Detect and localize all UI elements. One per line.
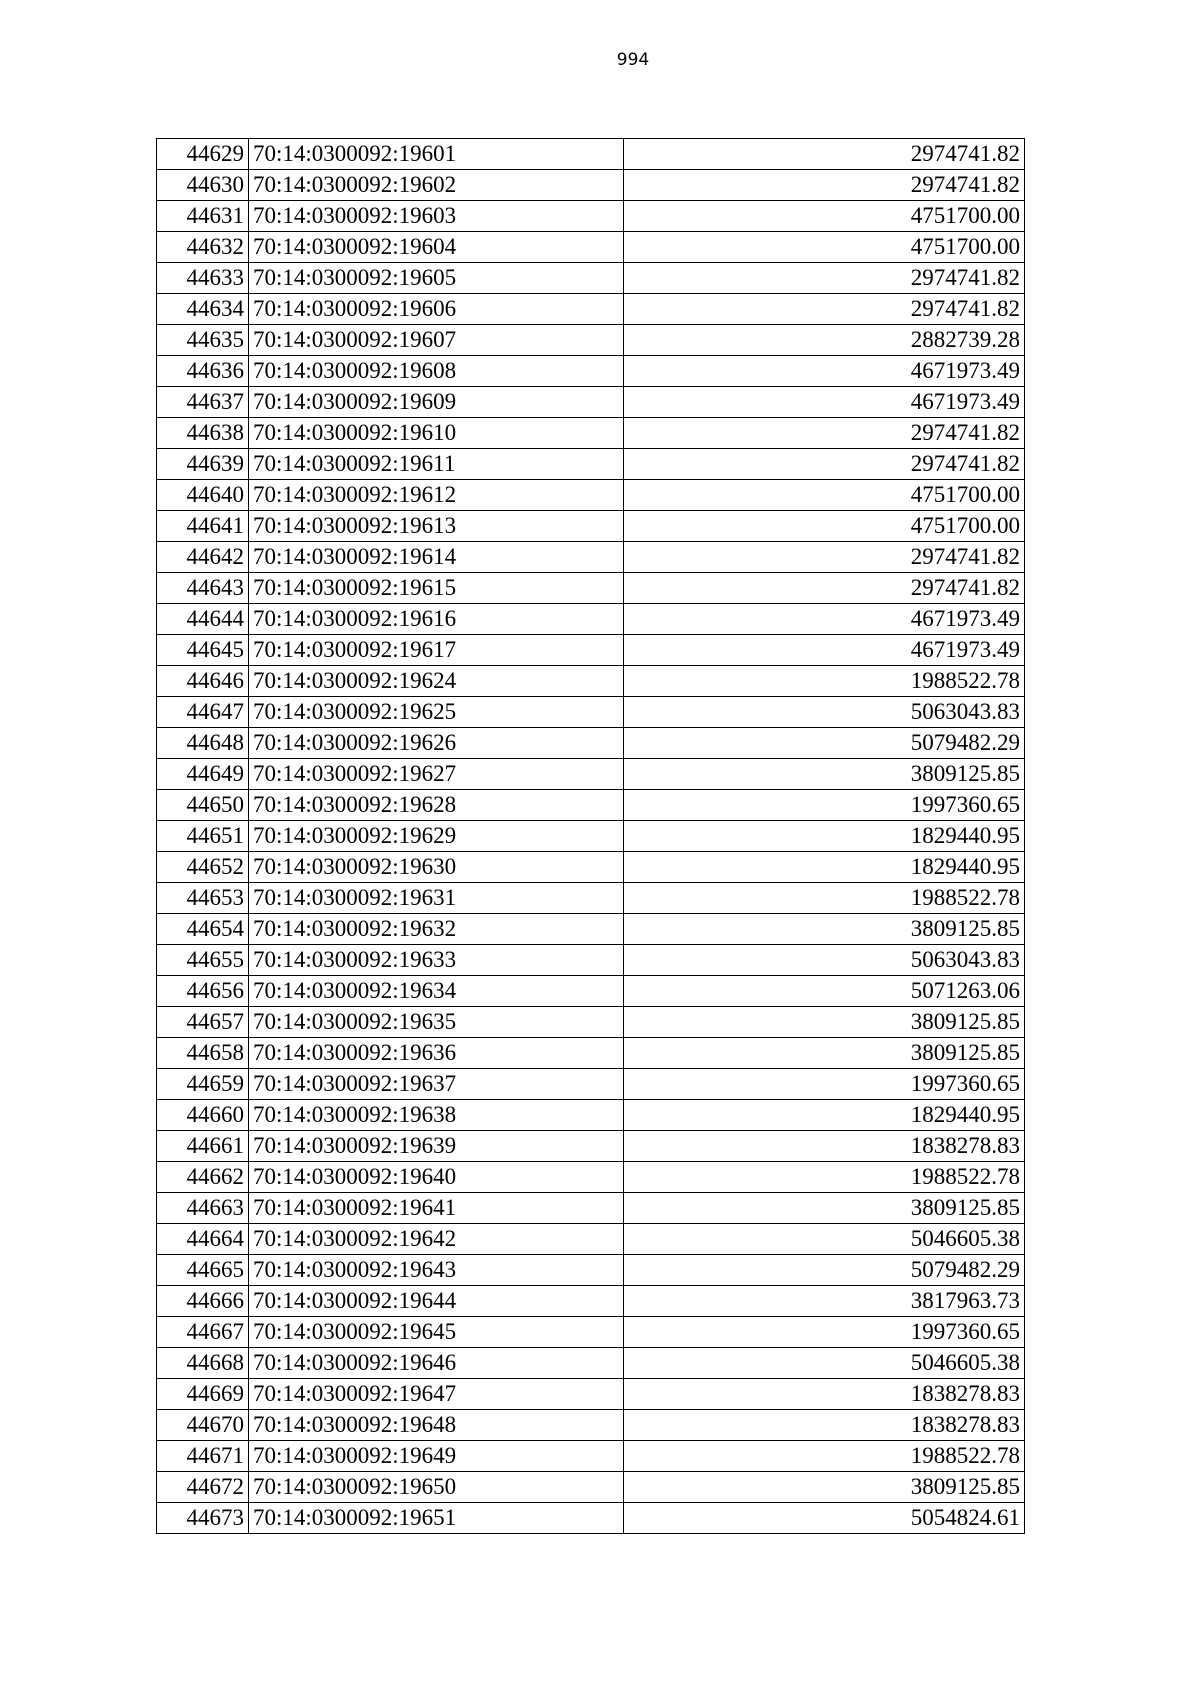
table-row: [157, 1503, 1025, 1534]
table-row: [157, 201, 1025, 232]
cadastral-number-cell: 70:14:0300092:19603: [249, 201, 624, 232]
row-number-cell: 44646: [157, 666, 249, 697]
cadastral-number-cell: 70:14:0300092:19604: [249, 232, 624, 263]
cadastral-number-cell: 70:14:0300092:19629: [249, 821, 624, 852]
table-row: [157, 1131, 1025, 1162]
table-row: [157, 511, 1025, 542]
table-row: [157, 1007, 1025, 1038]
cadastral-value-cell: 1997360.65: [624, 790, 1025, 821]
cadastral-number-cell: 70:14:0300092:19607: [249, 325, 624, 356]
cadastral-value-cell: 4671973.49: [624, 387, 1025, 418]
cadastral-value-cell: 3817963.73: [624, 1286, 1025, 1317]
row-number-cell: 44652: [157, 852, 249, 883]
row-number-cell: 44661: [157, 1131, 249, 1162]
cadastral-value-cell: 2974741.82: [624, 263, 1025, 294]
row-number-cell: 44645: [157, 635, 249, 666]
row-number-cell: 44663: [157, 1193, 249, 1224]
cadastral-number-cell: 70:14:0300092:19650: [249, 1472, 624, 1503]
row-number-cell: 44669: [157, 1379, 249, 1410]
cadastral-value-cell: 1838278.83: [624, 1379, 1025, 1410]
cadastral-number-cell: 70:14:0300092:19626: [249, 728, 624, 759]
table-row: [157, 976, 1025, 1007]
cadastral-number-cell: 70:14:0300092:19614: [249, 542, 624, 573]
row-number-cell: 44653: [157, 883, 249, 914]
cadastral-number-cell: 70:14:0300092:19624: [249, 666, 624, 697]
cadastral-number-cell: 70:14:0300092:19615: [249, 573, 624, 604]
row-number-cell: 44671: [157, 1441, 249, 1472]
table-row: [157, 1348, 1025, 1379]
table-row: [157, 418, 1025, 449]
cadastral-value-cell: 5054824.61: [624, 1503, 1025, 1534]
cadastral-number-cell: 70:14:0300092:19612: [249, 480, 624, 511]
row-number-cell: 44650: [157, 790, 249, 821]
table-row: [157, 449, 1025, 480]
cadastral-value-cell: 2882739.28: [624, 325, 1025, 356]
table-row: [157, 1162, 1025, 1193]
table-row: [157, 1100, 1025, 1131]
table-row: [157, 883, 1025, 914]
table-row: [157, 728, 1025, 759]
row-number-cell: 44651: [157, 821, 249, 852]
cadastral-value-cell: 4751700.00: [624, 511, 1025, 542]
row-number-cell: 44641: [157, 511, 249, 542]
row-number-cell: 44668: [157, 1348, 249, 1379]
cadastral-value-cell: 3809125.85: [624, 759, 1025, 790]
cadastral-value-cell: 2974741.82: [624, 170, 1025, 201]
cadastral-value-cell: 3809125.85: [624, 1038, 1025, 1069]
cadastral-number-cell: 70:14:0300092:19642: [249, 1224, 624, 1255]
cadastral-number-cell: 70:14:0300092:19638: [249, 1100, 624, 1131]
cadastral-number-cell: 70:14:0300092:19627: [249, 759, 624, 790]
table-row: [157, 1255, 1025, 1286]
cadastral-value-cell: 4751700.00: [624, 480, 1025, 511]
cadastral-number-cell: 70:14:0300092:19643: [249, 1255, 624, 1286]
table-row: [157, 1441, 1025, 1472]
cadastral-value-cell: 5079482.29: [624, 1255, 1025, 1286]
cadastral-number-cell: 70:14:0300092:19649: [249, 1441, 624, 1472]
row-number-cell: 44667: [157, 1317, 249, 1348]
cadastral-number-cell: 70:14:0300092:19601: [249, 139, 624, 170]
cadastral-number-cell: 70:14:0300092:19617: [249, 635, 624, 666]
table-row: [157, 1379, 1025, 1410]
table-row: [157, 542, 1025, 573]
row-number-cell: 44649: [157, 759, 249, 790]
cadastral-number-cell: 70:14:0300092:19602: [249, 170, 624, 201]
row-number-cell: 44631: [157, 201, 249, 232]
row-number-cell: 44672: [157, 1472, 249, 1503]
cadastral-value-cell: 4671973.49: [624, 604, 1025, 635]
cadastral-value-cell: 3809125.85: [624, 1193, 1025, 1224]
row-number-cell: 44660: [157, 1100, 249, 1131]
table-row: [157, 325, 1025, 356]
table-row: [157, 697, 1025, 728]
row-number-cell: 44637: [157, 387, 249, 418]
row-number-cell: 44629: [157, 139, 249, 170]
cadastral-number-cell: 70:14:0300092:19645: [249, 1317, 624, 1348]
row-number-cell: 44673: [157, 1503, 249, 1534]
cadastral-number-cell: 70:14:0300092:19641: [249, 1193, 624, 1224]
cadastral-value-cell: 5071263.06: [624, 976, 1025, 1007]
table-row: [157, 1410, 1025, 1441]
table-row: [157, 790, 1025, 821]
table-row: [157, 821, 1025, 852]
cadastral-number-cell: 70:14:0300092:19640: [249, 1162, 624, 1193]
cadastral-number-cell: 70:14:0300092:19610: [249, 418, 624, 449]
row-number-cell: 44659: [157, 1069, 249, 1100]
cadastral-value-table: [156, 138, 1025, 1534]
table-row: [157, 666, 1025, 697]
row-number-cell: 44630: [157, 170, 249, 201]
row-number-cell: 44658: [157, 1038, 249, 1069]
table-row: [157, 1317, 1025, 1348]
cadastral-value-cell: 3809125.85: [624, 1472, 1025, 1503]
table-row: [157, 852, 1025, 883]
cadastral-value-cell: 4671973.49: [624, 356, 1025, 387]
table-row: [157, 759, 1025, 790]
cadastral-number-cell: 70:14:0300092:19632: [249, 914, 624, 945]
cadastral-value-cell: 2974741.82: [624, 542, 1025, 573]
table-row: [157, 232, 1025, 263]
row-number-cell: 44662: [157, 1162, 249, 1193]
cadastral-value-cell: 5079482.29: [624, 728, 1025, 759]
cadastral-value-cell: 1988522.78: [624, 1441, 1025, 1472]
row-number-cell: 44635: [157, 325, 249, 356]
table-row: [157, 1069, 1025, 1100]
row-number-cell: 44647: [157, 697, 249, 728]
cadastral-number-cell: 70:14:0300092:19646: [249, 1348, 624, 1379]
table-row: [157, 1286, 1025, 1317]
row-number-cell: 44666: [157, 1286, 249, 1317]
cadastral-value-cell: 1988522.78: [624, 883, 1025, 914]
table-row: [157, 263, 1025, 294]
cadastral-value-cell: 2974741.82: [624, 418, 1025, 449]
row-number-cell: 44639: [157, 449, 249, 480]
cadastral-value-cell: 1988522.78: [624, 666, 1025, 697]
table-row: [157, 1038, 1025, 1069]
cadastral-number-cell: 70:14:0300092:19605: [249, 263, 624, 294]
cadastral-number-cell: 70:14:0300092:19616: [249, 604, 624, 635]
cadastral-value-cell: 1997360.65: [624, 1317, 1025, 1348]
cadastral-value-cell: 2974741.82: [624, 573, 1025, 604]
page-number: 994: [616, 50, 650, 70]
table-row: [157, 480, 1025, 511]
table-row: [157, 945, 1025, 976]
row-number-cell: 44656: [157, 976, 249, 1007]
cadastral-number-cell: 70:14:0300092:19635: [249, 1007, 624, 1038]
cadastral-value-cell: 2974741.82: [624, 139, 1025, 170]
row-number-cell: 44638: [157, 418, 249, 449]
cadastral-value-cell: 1829440.95: [624, 852, 1025, 883]
cadastral-number-cell: 70:14:0300092:19630: [249, 852, 624, 883]
row-number-cell: 44664: [157, 1224, 249, 1255]
table-row: [157, 635, 1025, 666]
row-number-cell: 44632: [157, 232, 249, 263]
table-row: [157, 604, 1025, 635]
row-number-cell: 44640: [157, 480, 249, 511]
cadastral-value-cell: 1988522.78: [624, 1162, 1025, 1193]
cadastral-value-cell: 5063043.83: [624, 945, 1025, 976]
cadastral-value-cell: 3809125.85: [624, 914, 1025, 945]
cadastral-number-cell: 70:14:0300092:19609: [249, 387, 624, 418]
cadastral-value-cell: 2974741.82: [624, 449, 1025, 480]
cadastral-number-cell: 70:14:0300092:19639: [249, 1131, 624, 1162]
table-row: [157, 356, 1025, 387]
table-row: [157, 170, 1025, 201]
cadastral-number-cell: 70:14:0300092:19636: [249, 1038, 624, 1069]
row-number-cell: 44634: [157, 294, 249, 325]
row-number-cell: 44643: [157, 573, 249, 604]
cadastral-number-cell: 70:14:0300092:19613: [249, 511, 624, 542]
table-row: [157, 1472, 1025, 1503]
cadastral-number-cell: 70:14:0300092:19633: [249, 945, 624, 976]
cadastral-value-cell: 1838278.83: [624, 1131, 1025, 1162]
cadastral-value-cell: 5046605.38: [624, 1224, 1025, 1255]
cadastral-value-cell: 4751700.00: [624, 232, 1025, 263]
cadastral-number-cell: 70:14:0300092:19611: [249, 449, 624, 480]
cadastral-value-cell: 5046605.38: [624, 1348, 1025, 1379]
row-number-cell: 44644: [157, 604, 249, 635]
row-number-cell: 44657: [157, 1007, 249, 1038]
row-number-cell: 44648: [157, 728, 249, 759]
row-number-cell: 44655: [157, 945, 249, 976]
cadastral-value-cell: 4671973.49: [624, 635, 1025, 666]
table-row: [157, 573, 1025, 604]
cadastral-number-cell: 70:14:0300092:19648: [249, 1410, 624, 1441]
cadastral-value-cell: 1838278.83: [624, 1410, 1025, 1441]
table-body: [157, 139, 1025, 1534]
cadastral-number-cell: 70:14:0300092:19608: [249, 356, 624, 387]
cadastral-number-cell: 70:14:0300092:19628: [249, 790, 624, 821]
table-row: [157, 914, 1025, 945]
table-row: [157, 1224, 1025, 1255]
cadastral-value-cell: 4751700.00: [624, 201, 1025, 232]
cadastral-number-cell: 70:14:0300092:19631: [249, 883, 624, 914]
row-number-cell: 44633: [157, 263, 249, 294]
cadastral-value-cell: 1829440.95: [624, 821, 1025, 852]
cadastral-value-cell: 2974741.82: [624, 294, 1025, 325]
cadastral-value-cell: 1829440.95: [624, 1100, 1025, 1131]
cadastral-number-cell: 70:14:0300092:19606: [249, 294, 624, 325]
cadastral-number-cell: 70:14:0300092:19634: [249, 976, 624, 1007]
table-row: [157, 294, 1025, 325]
table-row: [157, 1193, 1025, 1224]
cadastral-number-cell: 70:14:0300092:19637: [249, 1069, 624, 1100]
cadastral-value-cell: 3809125.85: [624, 1007, 1025, 1038]
table-row: [157, 387, 1025, 418]
cadastral-number-cell: 70:14:0300092:19644: [249, 1286, 624, 1317]
row-number-cell: 44665: [157, 1255, 249, 1286]
row-number-cell: 44642: [157, 542, 249, 573]
cadastral-value-cell: 5063043.83: [624, 697, 1025, 728]
cadastral-number-cell: 70:14:0300092:19651: [249, 1503, 624, 1534]
row-number-cell: 44654: [157, 914, 249, 945]
cadastral-number-cell: 70:14:0300092:19625: [249, 697, 624, 728]
table-row: [157, 139, 1025, 170]
row-number-cell: 44636: [157, 356, 249, 387]
cadastral-number-cell: 70:14:0300092:19647: [249, 1379, 624, 1410]
row-number-cell: 44670: [157, 1410, 249, 1441]
cadastral-value-cell: 1997360.65: [624, 1069, 1025, 1100]
